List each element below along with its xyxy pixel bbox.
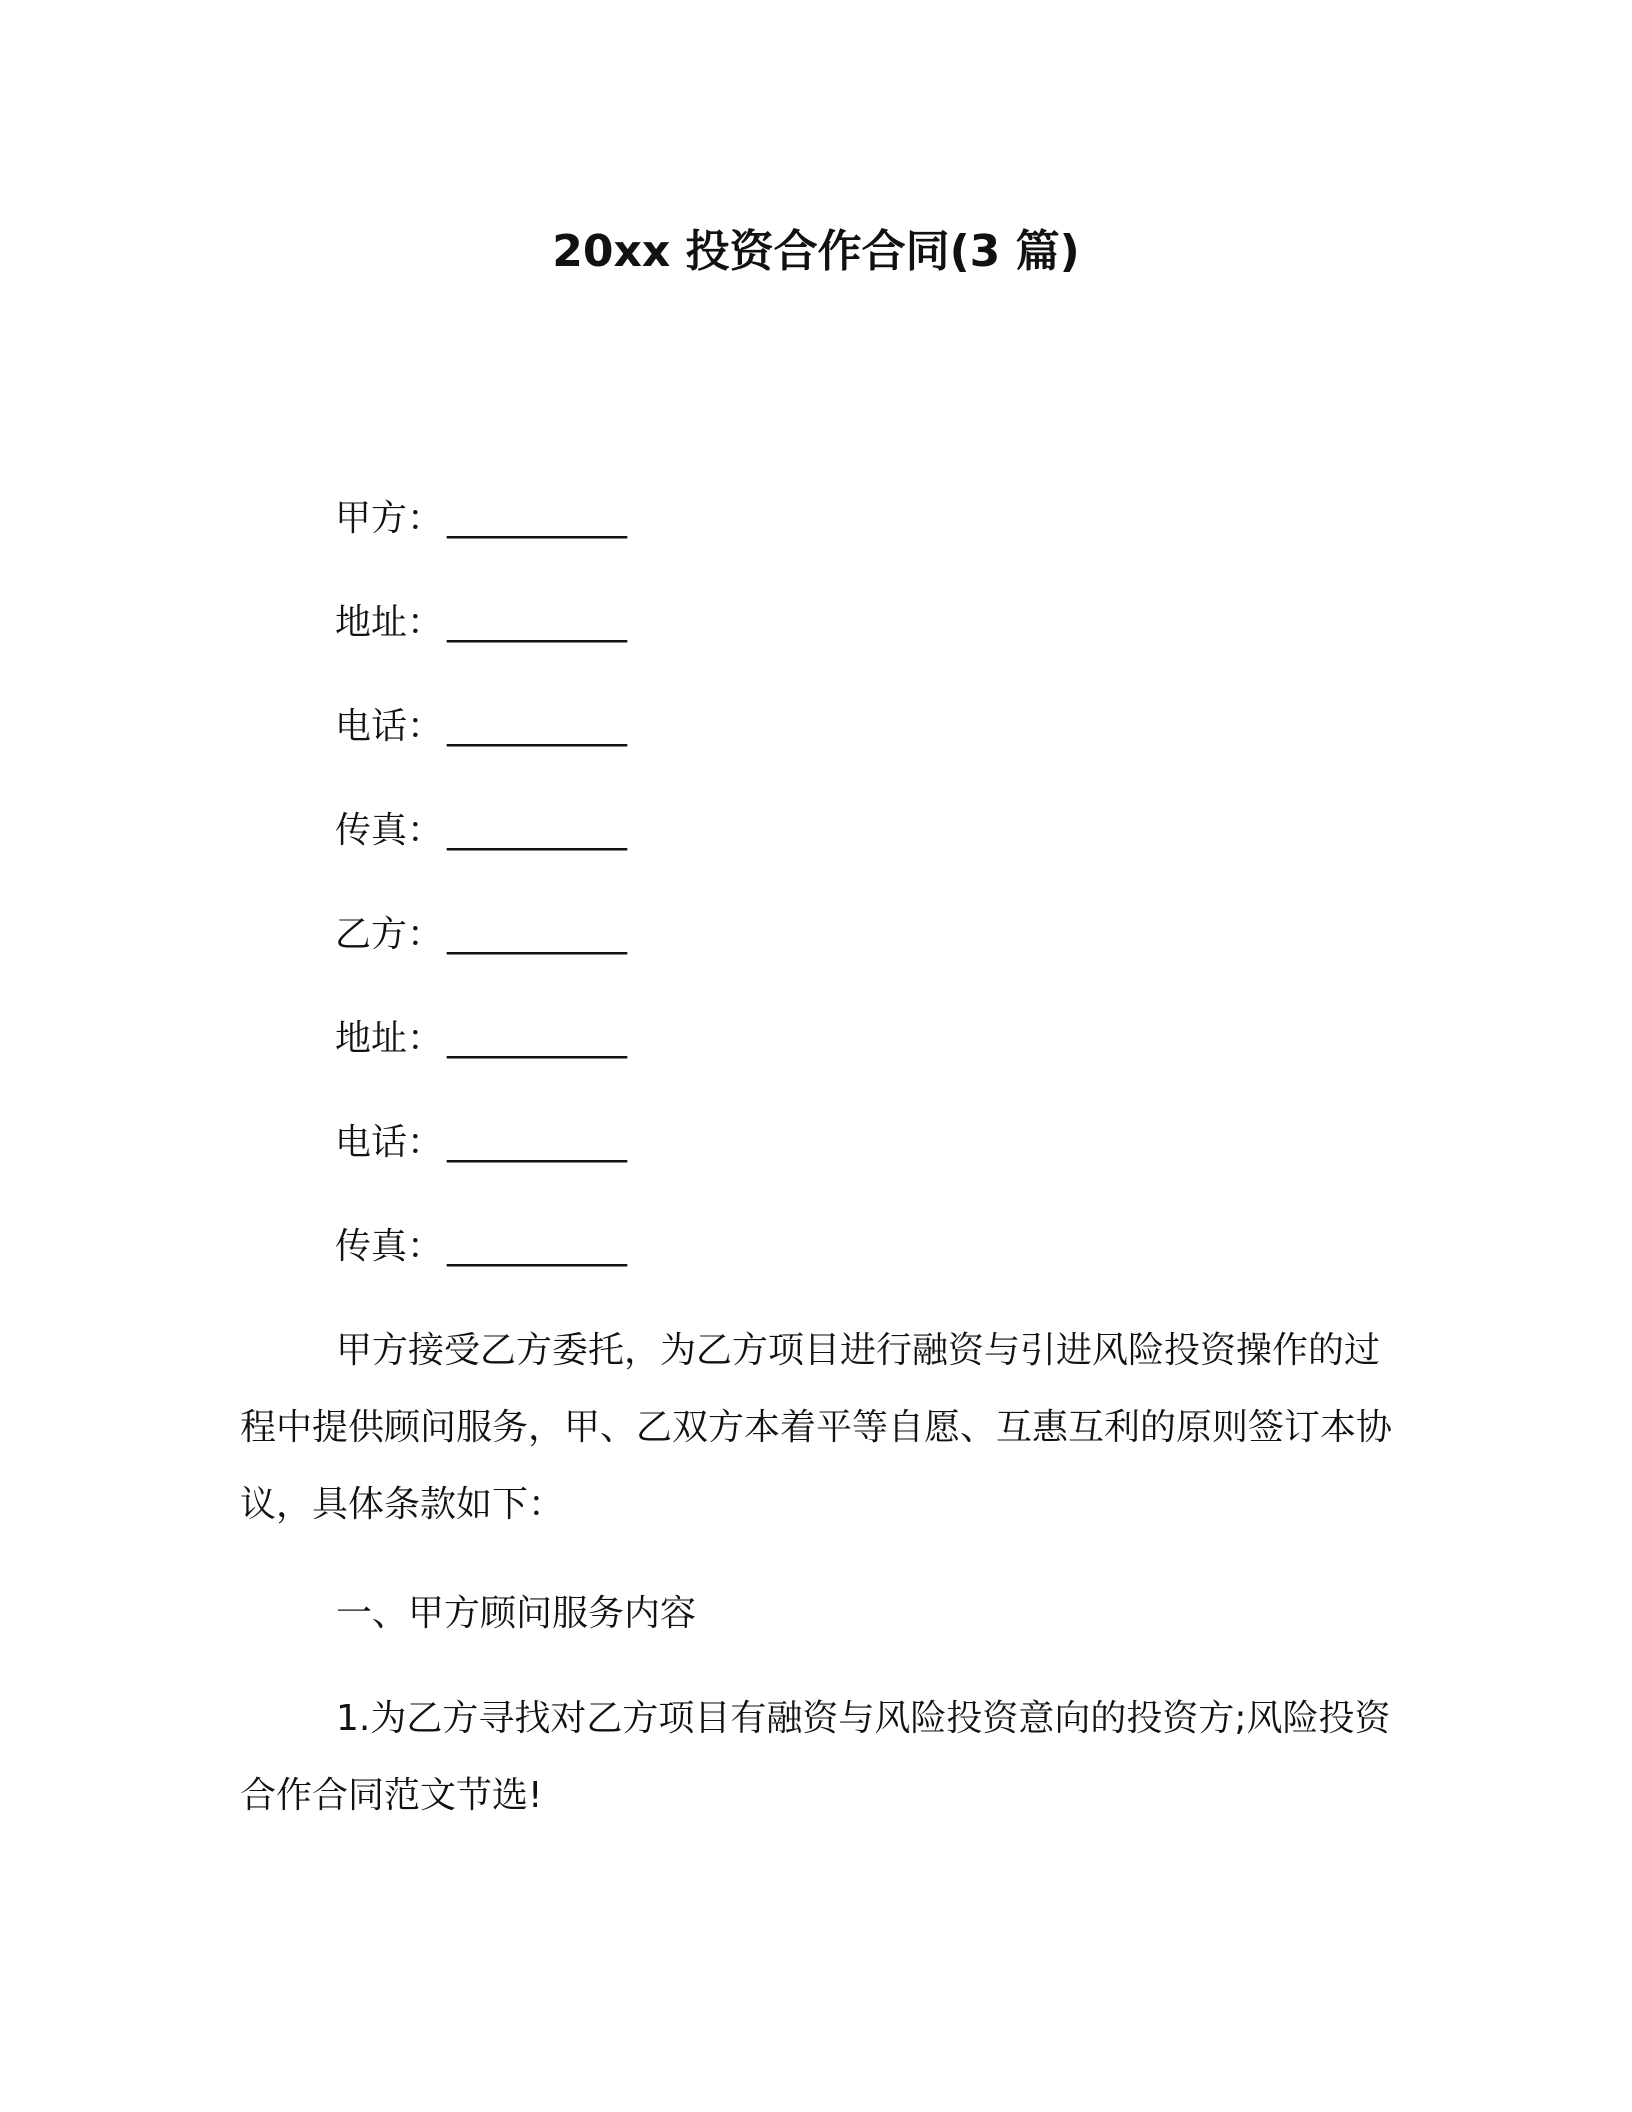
field-label: 传真： <box>335 810 444 851</box>
field-blank: __________ <box>447 810 628 851</box>
section-heading: 一、甲方顾问服务内容 <box>336 1593 697 1634</box>
field-label: 地址： <box>335 602 444 643</box>
field-blank: __________ <box>447 1018 628 1059</box>
field-blank: __________ <box>447 1226 628 1267</box>
party-b-address-field <box>335 1012 627 1116</box>
field-label: 地址： <box>335 1018 444 1059</box>
party-b-fax-field <box>335 1220 627 1324</box>
intro-paragraph: 甲方接受乙方委托，为乙方项目进行融资与引进风险投资操作的过程中提供顾问服务，甲、乙双方本着平等自愿、互惠互利的原则签订本协议，具体条款如下： <box>240 1330 1393 1525</box>
field-blank: __________ <box>447 602 628 643</box>
party-a-name-field <box>335 492 627 596</box>
field-blank: __________ <box>447 1122 628 1163</box>
field-label: 甲方： <box>335 498 444 539</box>
party-a-address-field <box>335 596 627 700</box>
field-label: 传真： <box>335 1226 444 1267</box>
document-title: 20xx 投资合作合同(3 篇) <box>552 226 1080 277</box>
party-b-name-field <box>335 908 627 1012</box>
party-b-phone-field <box>335 1116 627 1220</box>
party-a-fax-field <box>335 804 627 908</box>
field-blank: __________ <box>447 706 628 747</box>
field-label: 电话： <box>335 1122 444 1163</box>
field-label: 电话： <box>335 706 444 747</box>
clause-item-1: 1.为乙方寻找对乙方项目有融资与风险投资意向的投资方;风险投资合作合同范文节选! <box>240 1698 1391 1816</box>
field-blank: __________ <box>447 498 628 539</box>
party-info-list <box>335 492 627 1324</box>
party-a-phone-field <box>335 700 627 804</box>
field-blank: __________ <box>447 914 628 955</box>
field-label: 乙方： <box>335 914 444 955</box>
